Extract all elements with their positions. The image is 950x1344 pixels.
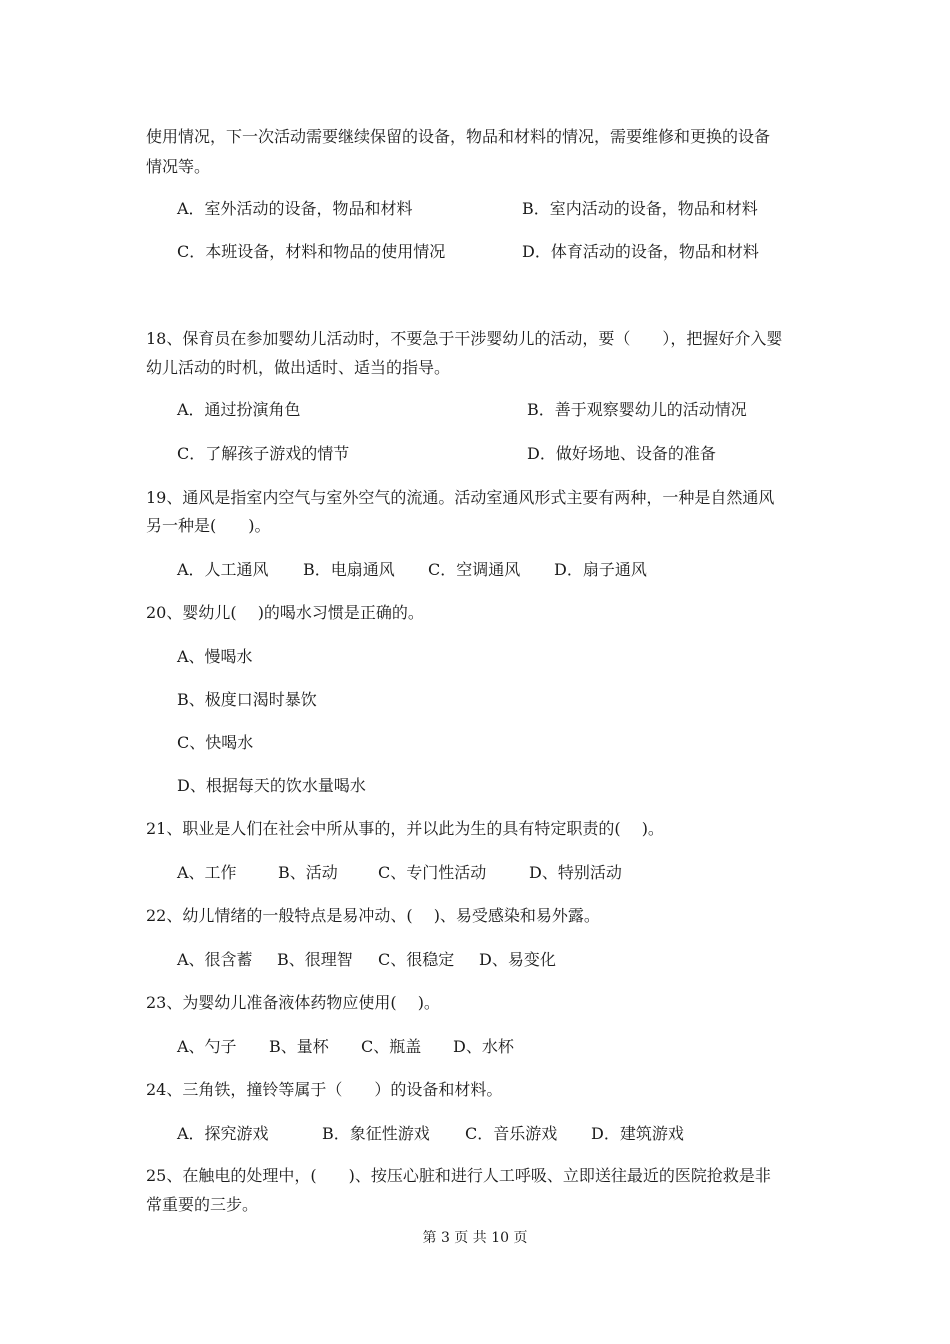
q23-stem: 23、为婴幼儿准备液体药物应使用( )。 <box>146 993 440 1012</box>
q20-option-c: C、快喝水 <box>177 733 254 752</box>
q24-option-c: C．音乐游戏 <box>465 1124 558 1143</box>
q22-option-d: D、易变化 <box>479 950 556 969</box>
q23-option-b: B、量杯 <box>269 1037 329 1056</box>
page-number-footer: 第 3 页 共 10 页 <box>422 1230 528 1246</box>
q20-option-a: A、慢喝水 <box>177 647 253 666</box>
q23-option-c: C、瓶盖 <box>361 1037 422 1056</box>
q17-stem-line2: 情况等。 <box>146 157 211 176</box>
q24-option-b: B．象征性游戏 <box>322 1124 430 1143</box>
q19-option-d: D．扇子通风 <box>554 560 647 579</box>
q20-option-d: D、根据每天的饮水量喝水 <box>177 776 366 795</box>
q21-option-c: C、专门性活动 <box>378 863 487 882</box>
q17-option-d: D．体育活动的设备，物品和材料 <box>522 242 759 261</box>
q24-option-a: A．探究游戏 <box>177 1124 269 1143</box>
q21-option-a: A、工作 <box>177 863 237 882</box>
q23-option-d: D、水杯 <box>453 1037 514 1056</box>
q24-stem: 24、三角铁，撞铃等属于（ ）的设备和材料。 <box>146 1080 503 1099</box>
q25-stem-line1: 25、在触电的处理中，( )、按压心脏和进行人工呼吸、立即送往最近的医院抢救是非 <box>146 1166 771 1185</box>
q22-option-c: C、很稳定 <box>378 950 455 969</box>
q17-option-c: C．本班设备，材料和物品的使用情况 <box>177 242 446 261</box>
q18-option-d: D．做好场地、设备的准备 <box>527 444 716 463</box>
q19-stem-line2: 另一种是( )。 <box>146 516 271 535</box>
q20-option-b: B、极度口渴时暴饮 <box>177 690 317 709</box>
q19-option-b: B．电扇通风 <box>303 560 395 579</box>
q22-option-a: A、很含蓄 <box>177 950 253 969</box>
q18-stem-line2: 幼儿活动的时机，做出适时、适当的指导。 <box>146 358 451 377</box>
q19-option-c: C．空调通风 <box>428 560 521 579</box>
q19-stem-line1: 19、通风是指室内空气与室外空气的流通。活动室通风形式主要有两种，一种是自然通风 <box>146 488 775 507</box>
q17-option-a: A．室外活动的设备，物品和材料 <box>177 199 413 218</box>
q25-stem-line2: 常重要的三步。 <box>146 1195 259 1214</box>
q21-stem: 21、职业是人们在社会中所从事的，并以此为生的具有特定职责的( )。 <box>146 819 664 838</box>
q17-stem-line1: 使用情况，下一次活动需要继续保留的设备，物品和材料的情况，需要维修和更换的设备 <box>146 127 771 146</box>
q22-option-b: B、很理智 <box>277 950 353 969</box>
q17-option-b: B．室内活动的设备，物品和材料 <box>522 199 758 218</box>
q21-option-d: D、特别活动 <box>529 863 622 882</box>
q22-stem: 22、幼儿情绪的一般特点是易冲动、( )、易受感染和易外露。 <box>146 906 600 925</box>
q18-stem-line1: 18、保育员在参加婴幼儿活动时，不要急于干涉婴幼儿的活动，要（ ），把握好介入婴 <box>146 329 783 348</box>
q19-option-a: A．人工通风 <box>177 560 269 579</box>
q18-option-c: C．了解孩子游戏的情节 <box>177 444 350 463</box>
q23-option-a: A、勺子 <box>177 1037 237 1056</box>
q18-option-a: A．通过扮演角色 <box>177 400 301 419</box>
q24-option-d: D．建筑游戏 <box>591 1124 684 1143</box>
q18-option-b: B．善于观察婴幼儿的活动情况 <box>527 400 747 419</box>
q21-option-b: B、活动 <box>278 863 338 882</box>
q20-stem: 20、婴幼儿( )的喝水习惯是正确的。 <box>146 603 424 622</box>
